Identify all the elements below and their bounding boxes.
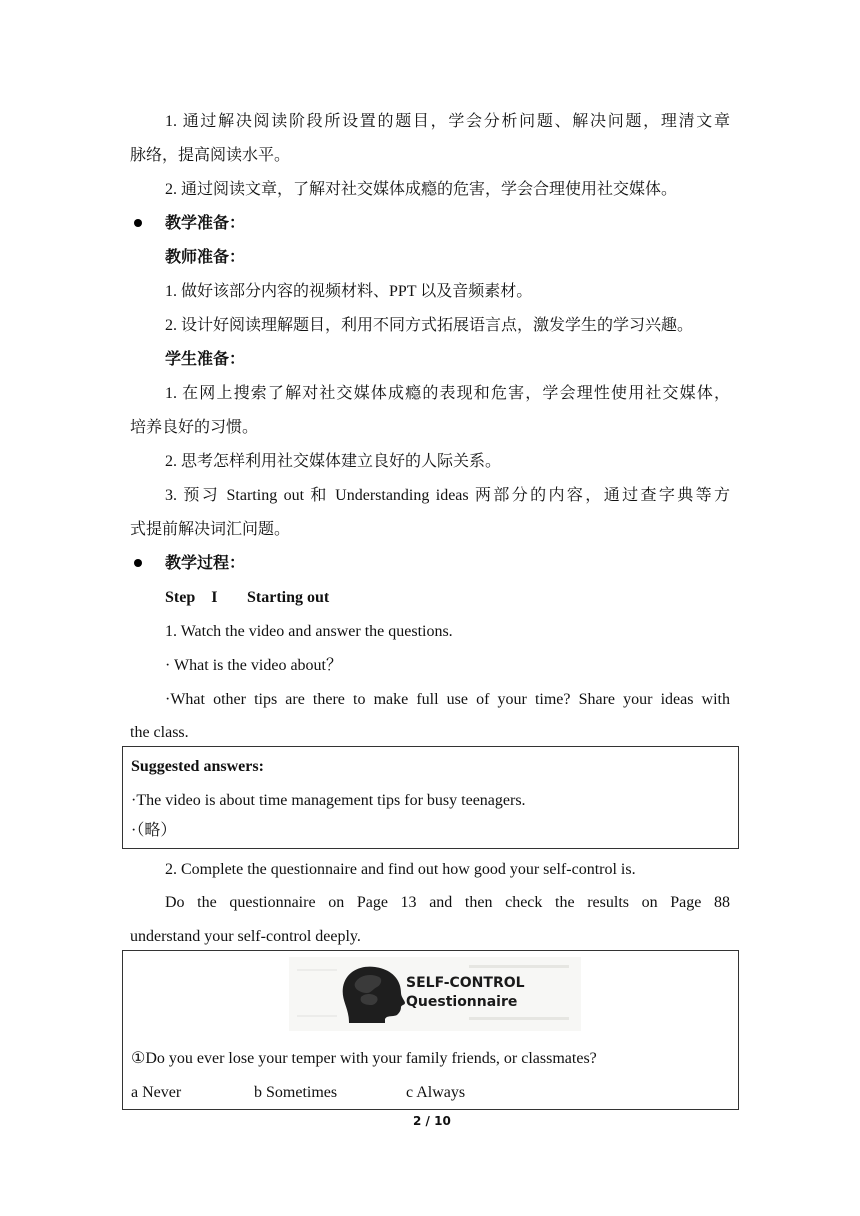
bullet-icon <box>134 559 142 567</box>
bullet-icon <box>134 219 142 227</box>
student-prep-item-3-line-2: 式提前解决词汇问题。 <box>130 521 291 538</box>
option-b: b Sometimes <box>254 1084 338 1101</box>
question-1: · What is the video about？ <box>165 657 343 674</box>
student-prep-item-3-line-1: 3. 预习 Starting out 和 Understanding ideas 两部分的内容，通过查字典等方 <box>165 487 730 504</box>
questionnaire-question-1: ①Do you ever lose your temper with your family friends, or classmates? <box>131 1050 597 1067</box>
option-a: a Never <box>131 1084 182 1101</box>
option-c: c Always <box>406 1084 466 1101</box>
suggested-answers-box <box>122 746 739 849</box>
task-2-desc-line-2: understand your self-control deeply. <box>130 928 361 945</box>
preparation-heading: 教学准备： <box>165 215 246 232</box>
process-heading: 教学过程： <box>165 555 246 572</box>
student-prep-item-1-line-1: 1. 在网上搜索了解对社交媒体成瘾的表现和危害，学会理性使用社交媒体， <box>165 385 730 402</box>
teacher-prep-heading: 教师准备： <box>165 249 246 266</box>
question-2-line-1: ·What other tips are there to make full use of your time? Share your ideas with <box>165 691 730 708</box>
step-label: Step I <box>165 589 218 606</box>
questionnaire-box <box>122 950 739 1110</box>
question-2-line-2: the class. <box>130 724 189 741</box>
objective-1-line-1: 1. 通过解决阅读阶段所设置的题目，学会分析问题、解决问题，理清文章 <box>165 113 730 130</box>
student-prep-item-1-line-2: 培养良好的习惯。 <box>130 419 259 436</box>
student-prep-heading: 学生准备： <box>165 351 246 368</box>
questionnaire-logo <box>289 957 581 1031</box>
teacher-prep-item-2: 2. 设计好阅读理解题目，利用不同方式拓展语言点，激发学生的学习兴趣。 <box>165 317 694 334</box>
task-2: 2. Complete the questionnaire and find out how good your self-control is. <box>165 861 636 878</box>
page-number: 2 / 10 <box>413 1114 451 1128</box>
suggested-answers-title: Suggested answers: <box>131 758 264 775</box>
step-title: Starting out <box>247 589 330 606</box>
task-1: 1. Watch the video and answer the questions. <box>165 623 453 640</box>
task-2-desc-line-1: Do the questionnaire on Page 13 and then check the results on Page 88 <box>165 894 730 911</box>
questionnaire-logo-line-1: SELF-CONTROL <box>406 975 525 991</box>
questionnaire-logo-line-2: Questionnaire <box>406 994 518 1010</box>
teacher-prep-item-1: 1. 做好该部分内容的视频材料、PPT 以及音频素材。 <box>165 283 533 300</box>
objective-2: 2. 通过阅读文章，了解对社交媒体成瘾的危害，学会合理使用社交媒体。 <box>165 181 678 198</box>
suggested-answer-2: ·（略） <box>131 822 177 839</box>
student-prep-item-2: 2. 思考怎样利用社交媒体建立良好的人际关系。 <box>165 453 502 470</box>
objective-1-line-2: 脉络，提高阅读水平。 <box>130 147 291 164</box>
suggested-answer-1: ·The video is about time management tips for busy teenagers. <box>131 792 526 809</box>
